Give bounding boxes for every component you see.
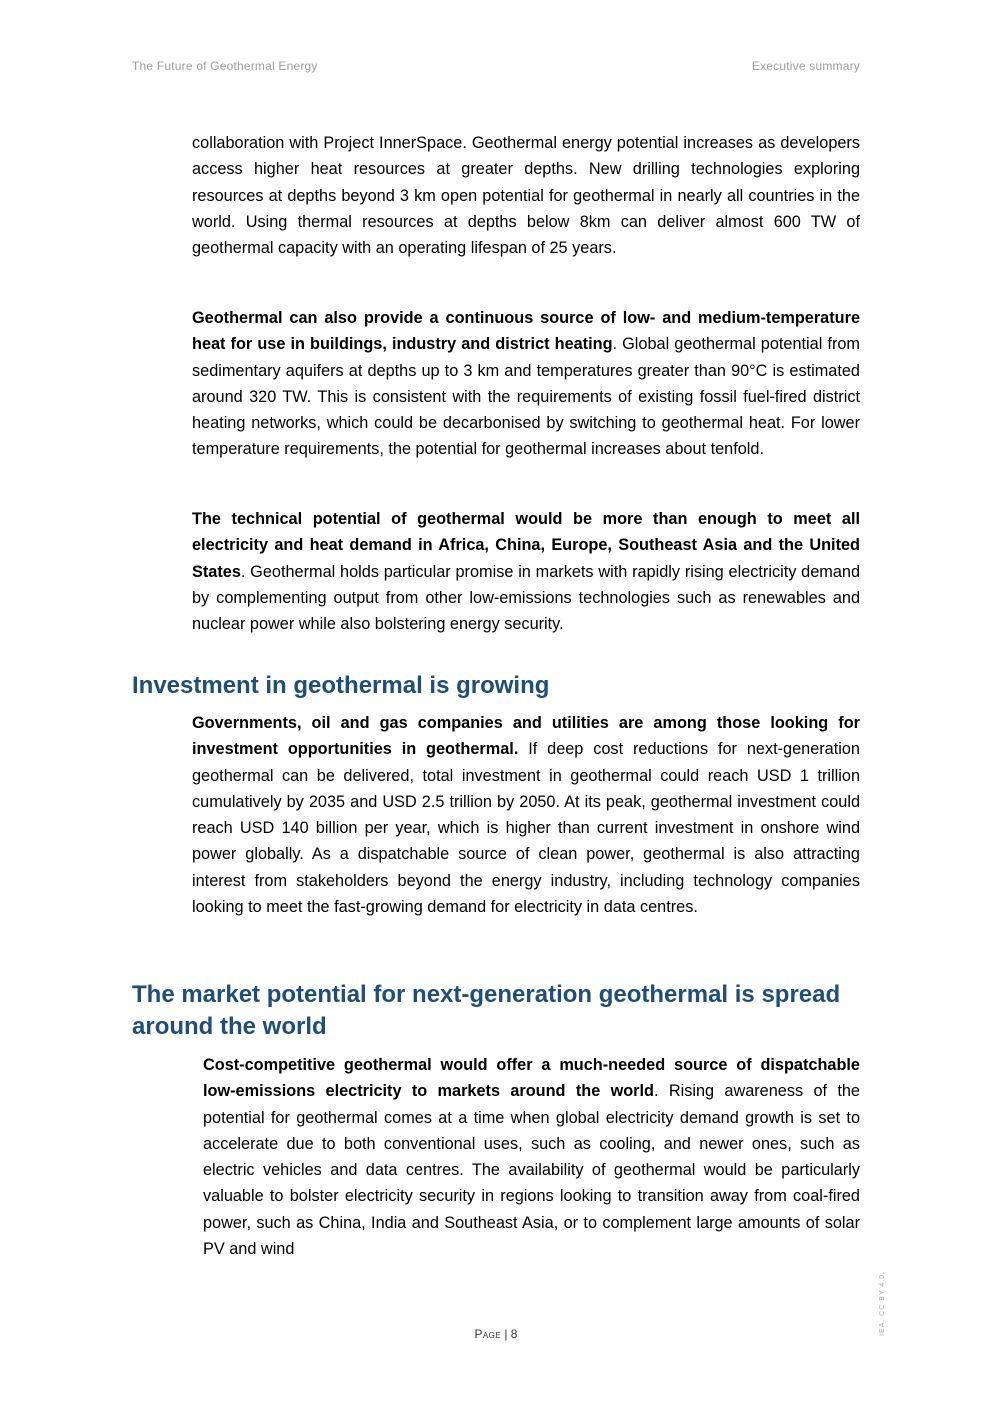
document-title: The Future of Geothermal Energy	[132, 59, 318, 73]
paragraph-3-text: . Geothermal holds particular promise in markets with rapidly rising electricity demand by complementing output from other low-emissions technologies such as renewables and nuclear power while also bolstering energy security.	[192, 562, 860, 634]
paragraph-3-lead: The technical potential of geothermal would be more than enough to meet all electricity and heat demand in Africa, China, Europe, Southeast Asia and the United States	[192, 510, 860, 581]
paragraph-5-text: . Rising awareness of the potential for geothermal comes at a time when global electricity demand growth is set to accelerate due to both conventional uses, such as cooling, and newer ones, such as electric vehicles and data centres. The availability of geothermal would be particularly valuable to bolster electricity security in regions looking to transition away from coal-fired power, such as China, India and Southeast Asia, or to complement large amounts of solar PV and wind	[203, 1082, 860, 1259]
paragraph-1	[192, 130, 860, 261]
paragraph-3	[192, 506, 860, 637]
paragraph-2	[192, 305, 860, 463]
paragraph-1-text: collaboration with Project InnerSpace. Geothermal energy potential increases as developers access higher heat resources at greater depths. New drilling technologies exploring resources at depths beyond 3 km open potential for geothermal in nearly all countries in the world. Using thermal resources at depths below 8km can deliver almost 600 TW of geothermal capacity with an operating lifespan of 25 years.	[192, 134, 860, 258]
paragraph-4	[192, 710, 860, 920]
paragraph-5-lead: Cost-competitive geothermal would offer a much-needed source of dispatchable low-emissions electricity to markets around the world	[203, 1056, 860, 1101]
paragraph-2-text: . Global geothermal potential from sedimentary aquifers at depths up to 3 km and temperatures greater than 90°C is estimated around 320 TW. This is consistent with the requirements of existing fossil fuel-fired district heating networks, which could be decarbonised by switching to geothermal heat. For lower temperature requirements, the potential for geothermal increases about tenfold.	[192, 335, 860, 459]
page-label: Page	[474, 1327, 501, 1341]
paragraph-5	[203, 1052, 860, 1262]
paragraph-2-lead: Geothermal can also provide a continuous source of low- and medium-temperature heat for use in buildings, industry and district heating	[192, 309, 860, 354]
page-number: 8	[510, 1327, 518, 1341]
paragraph-4-text: If deep cost reductions for next-generation geothermal can be delivered, total investment in geothermal could reach USD 1 trillion cumulatively by 2035 and USD 2.5 trillion by 2050. At its peak, geothermal investment could reach USD 140 billion per year, which is higher than current investment in onshore wind power globally. As a dispatchable source of clean power, geothermal is also attracting interest from stakeholders beyond the energy industry, including technology companies looking to meet the fast-growing demand for electricity in data centres.	[192, 740, 860, 917]
page-separator: |	[501, 1327, 511, 1341]
license-note: IEA. CC BY 4.0.	[879, 1270, 886, 1336]
paragraph-4-lead: Governments, oil and gas companies and utilities are among those looking for investment opportunities in geothermal.	[192, 714, 860, 759]
heading-investment: Investment in geothermal is growing	[132, 672, 550, 699]
page-footer	[0, 1327, 992, 1341]
heading-market-potential: The market potential for next-generation geothermal is spread around the world	[132, 981, 841, 1040]
section-title: Executive summary	[751, 59, 860, 73]
